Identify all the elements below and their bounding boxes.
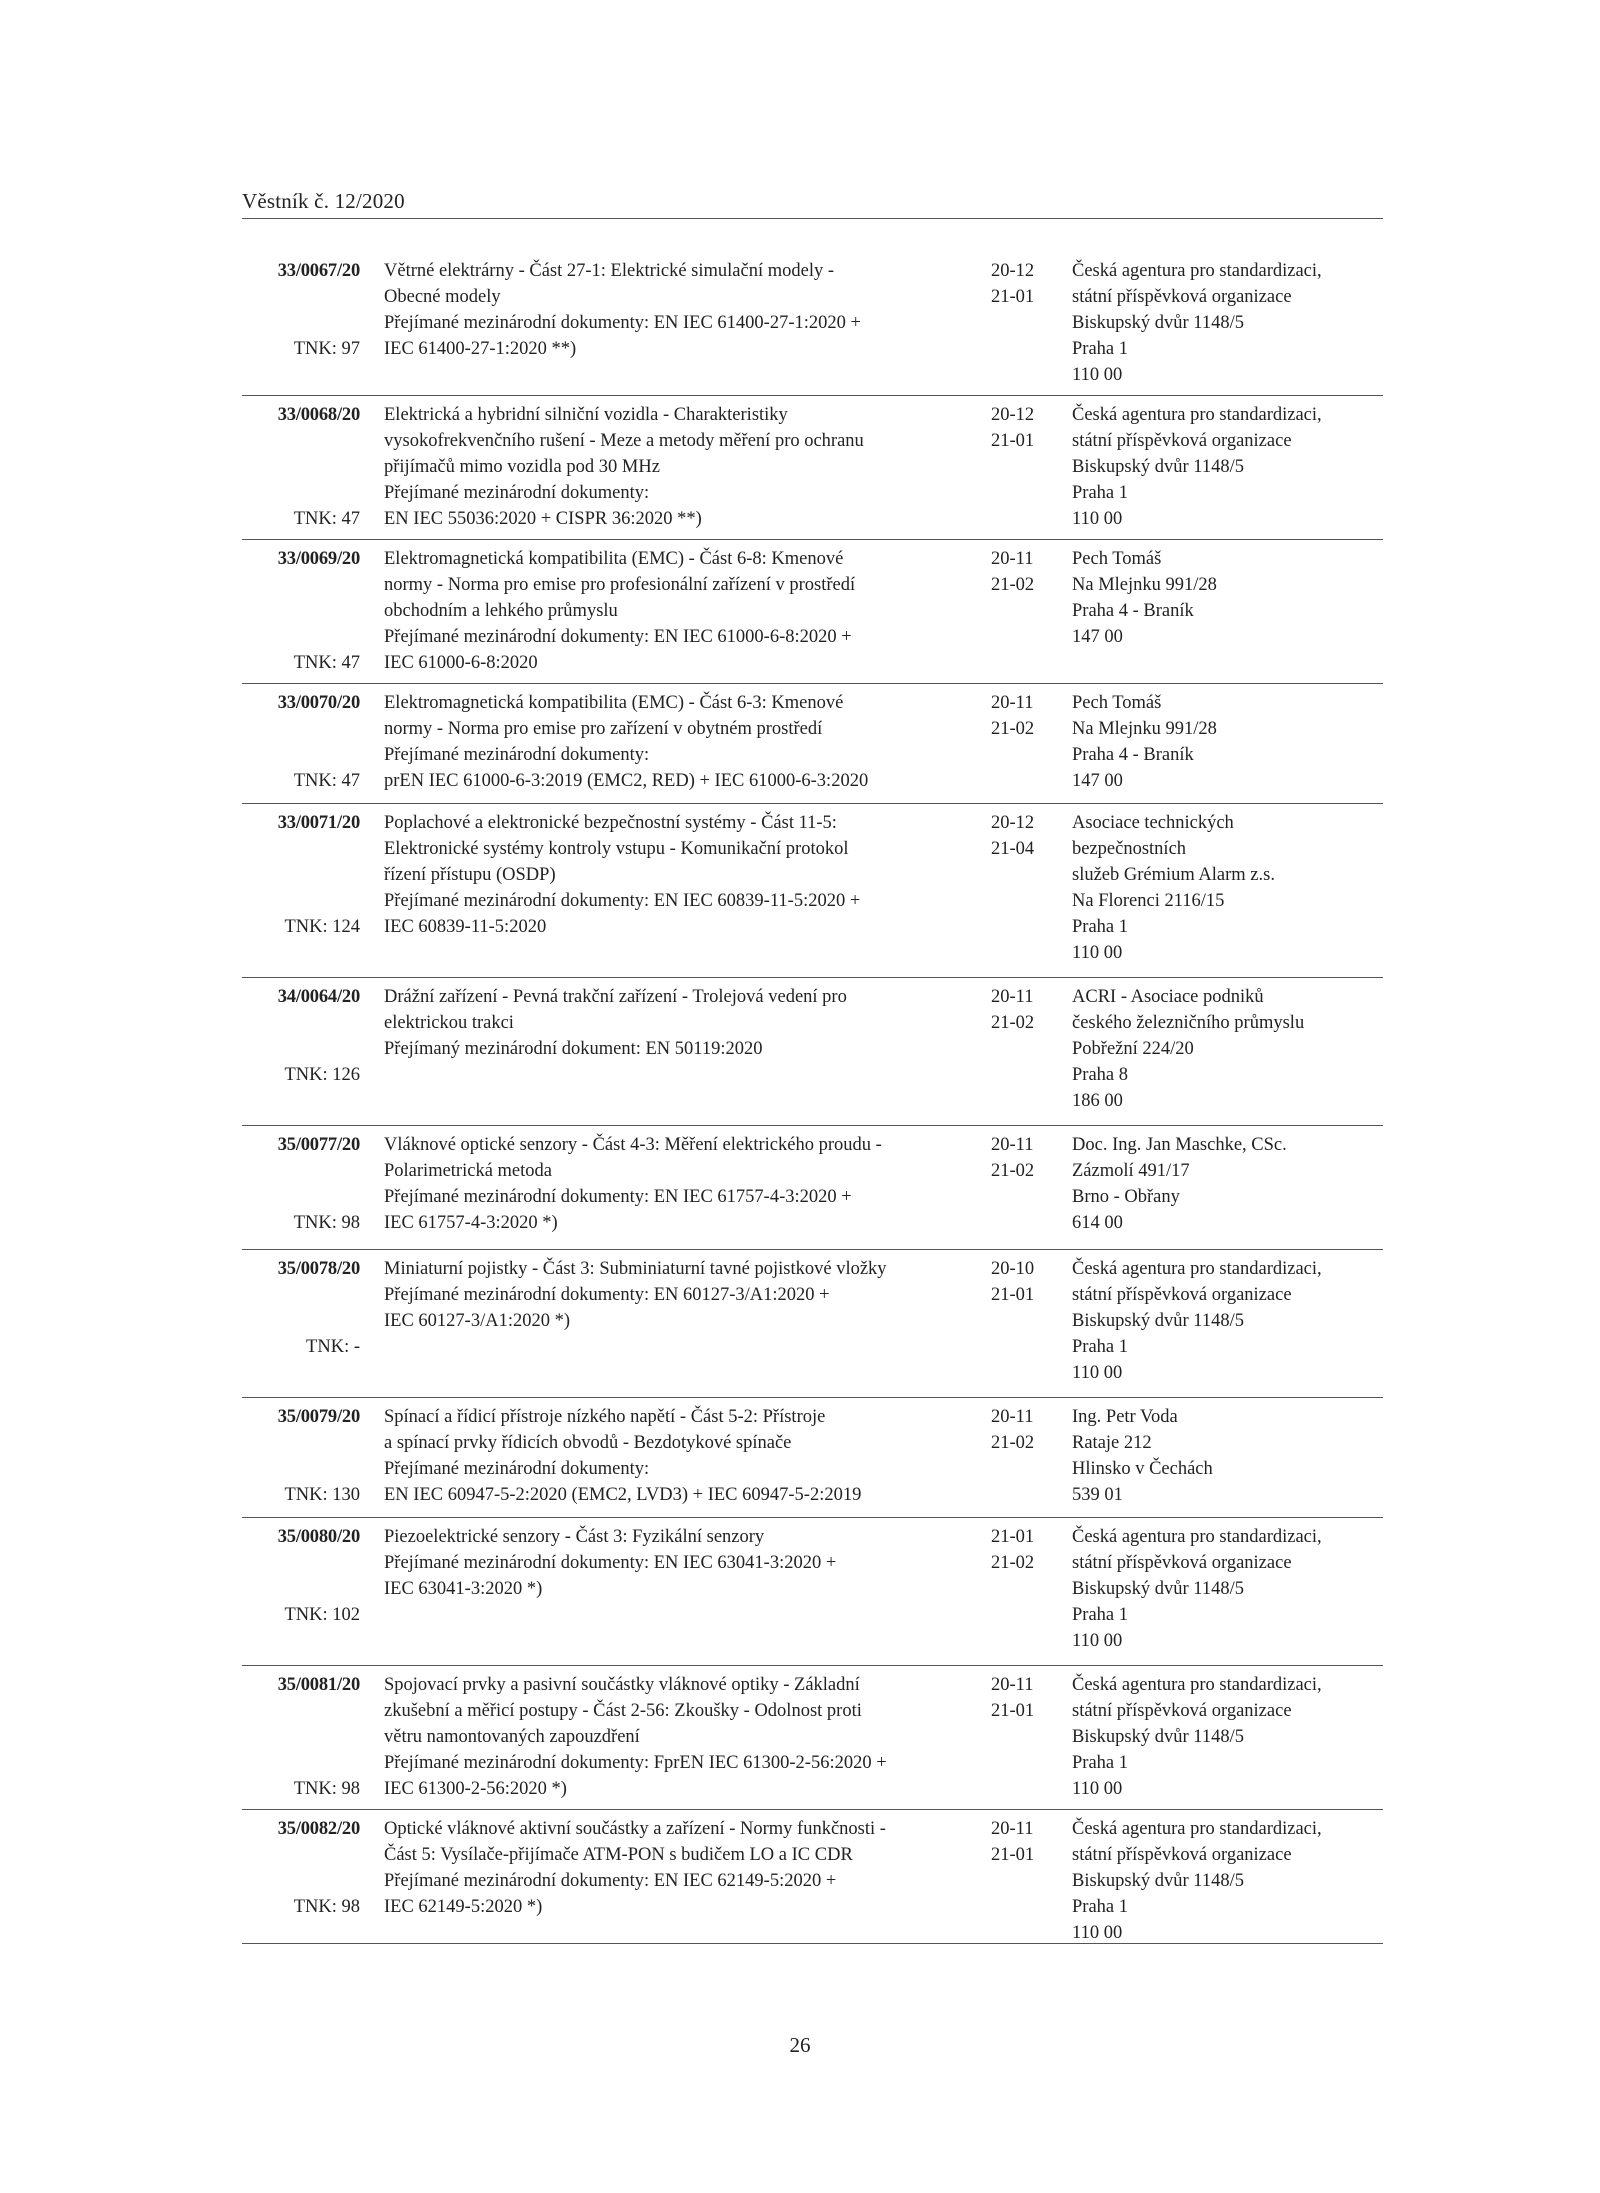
title-line: Elektromagnetická kompatibilita (EMC) - Část 6-8: Kmenové (384, 549, 844, 569)
organization-line: Praha 1 (1072, 1605, 1128, 1625)
organization-line: Praha 1 (1072, 917, 1128, 937)
standard-title-cell (384, 1256, 969, 1334)
organization-line: Praha 1 (1072, 1753, 1128, 1773)
title-line: Přejímané mezinárodní dokumenty: EN IEC 60839-11-5:2020 + (384, 891, 861, 911)
tnk-label: TNK: 102 (284, 1605, 360, 1625)
standard-number: 35/0080/20 (277, 1527, 360, 1547)
organization-line: Hlinsko v Čechách (1072, 1459, 1213, 1479)
date-value: 21-01 (991, 1701, 1035, 1721)
date-value: 20-11 (991, 549, 1034, 569)
organization-line: Česká agentura pro standardizaci, (1072, 1819, 1322, 1839)
organization-line: Pech Tomáš (1072, 693, 1162, 713)
title-line: přijímačů mimo vozidla pod 30 MHz (384, 457, 660, 477)
dates-cell (991, 810, 1051, 862)
date-value: 20-11 (991, 1407, 1034, 1427)
standard-number: 33/0069/20 (277, 549, 360, 569)
title-line: normy - Norma pro emise pro zařízení v obytném prostředí (384, 719, 823, 739)
organization-line: 110 00 (1072, 509, 1123, 529)
standards-table (242, 258, 1383, 1944)
title-line: IEC 60127-3/A1:2020 *) (384, 1311, 571, 1331)
title-line: Přejímané mezinárodní dokumenty: EN IEC 62149-5:2020 + (384, 1871, 837, 1891)
organization-line: Ing. Petr Voda (1072, 1407, 1178, 1427)
organization-line: Biskupský dvůr 1148/5 (1072, 1727, 1244, 1747)
tnk-label: TNK: 130 (284, 1485, 360, 1505)
standard-title-cell (384, 1404, 969, 1508)
organization-line: 186 00 (1072, 1091, 1123, 1111)
title-line: Polarimetrická metoda (384, 1161, 552, 1181)
standard-id-cell (242, 258, 360, 395)
standard-number: 35/0082/20 (277, 1819, 360, 1839)
date-value: 20-11 (991, 693, 1034, 713)
page-header (242, 188, 1383, 219)
title-line: Přejímané mezinárodní dokumenty: EN 60127-3/A1:2020 + (384, 1285, 830, 1305)
title-line: Vláknové optické senzory - Část 4-3: Měření elektrického proudu - (384, 1135, 882, 1155)
dates-cell (991, 1132, 1051, 1184)
title-line: Přejímané mezinárodní dokumenty: (384, 745, 650, 765)
tnk-label: TNK: 98 (293, 1779, 360, 1799)
organization-cell (1072, 546, 1383, 650)
title-line: Větrné elektrárny - Část 27-1: Elektrické simulační modely - (384, 261, 835, 281)
title-line: větru namontovaných zapouzdření (384, 1727, 640, 1747)
table-row (242, 402, 1383, 540)
organization-cell (1072, 1404, 1383, 1508)
organization-line: Česká agentura pro standardizaci, (1072, 1259, 1322, 1279)
standard-id-cell (242, 1816, 360, 1943)
organization-line: Na Mlejnku 991/28 (1072, 575, 1217, 595)
organization-cell (1072, 258, 1383, 388)
organization-line: Biskupský dvůr 1148/5 (1072, 1579, 1244, 1599)
tnk-label: TNK: 97 (293, 339, 360, 359)
standard-number: 33/0068/20 (277, 405, 360, 425)
standard-title-cell (384, 258, 969, 362)
table-row (242, 1404, 1383, 1518)
title-line: zkušební a měřicí postupy - Část 2-56: Zkoušky - Odolnost proti (384, 1701, 862, 1721)
title-line: Přejímané mezinárodní dokumenty: (384, 1459, 650, 1479)
organization-cell (1072, 402, 1383, 532)
organization-line: 110 00 (1072, 1923, 1123, 1943)
standard-id-cell (242, 1524, 360, 1665)
date-value: 20-11 (991, 1675, 1034, 1695)
standard-title-cell (384, 984, 969, 1062)
page-number: 26 (789, 2033, 811, 2057)
standard-id-cell (242, 1672, 360, 1809)
title-line: IEC 61757-4-3:2020 *) (384, 1213, 558, 1233)
tnk-label: TNK: 47 (293, 509, 360, 529)
table-row (242, 1524, 1383, 1666)
organization-line: 539 01 (1072, 1485, 1123, 1505)
organization-line: státní příspěvková organizace (1072, 1701, 1292, 1721)
title-line: Přejímané mezinárodní dokumenty: EN IEC 61000-6-8:2020 + (384, 627, 852, 647)
tnk-label: TNK: 47 (293, 771, 360, 791)
title-line: Přejímané mezinárodní dokumenty: EN IEC 61400-27-1:2020 + (384, 313, 861, 333)
organization-cell (1072, 1524, 1383, 1654)
title-line: elektrickou trakci (384, 1013, 514, 1033)
organization-line: Česká agentura pro standardizaci, (1072, 261, 1322, 281)
organization-line: 147 00 (1072, 771, 1123, 791)
organization-line: 147 00 (1072, 627, 1123, 647)
bulletin-title: Věstník č. 12/2020 (242, 189, 405, 213)
organization-line: Asociace technických (1072, 813, 1234, 833)
title-line: prEN IEC 61000-6-3:2019 (EMC2, RED) + IEC 61000-6-3:2020 (384, 771, 869, 791)
standard-number: 35/0081/20 (277, 1675, 360, 1695)
standard-number: 34/0064/20 (277, 987, 360, 1007)
organization-line: ACRI - Asociace podniků (1072, 987, 1264, 1007)
title-line: Část 5: Vysílače-přijímače ATM-PON s budičem LO a IC CDR (384, 1845, 853, 1865)
title-line: Drážní zařízení - Pevná trakční zařízení - Trolejová vedení pro (384, 987, 847, 1007)
organization-line: Biskupský dvůr 1148/5 (1072, 313, 1244, 333)
organization-line: Praha 1 (1072, 1897, 1128, 1917)
standard-number: 35/0078/20 (277, 1259, 360, 1279)
table-row (242, 1256, 1383, 1398)
title-line: Obecné modely (384, 287, 501, 307)
date-value: 21-01 (991, 431, 1035, 451)
title-line: Přejímané mezinárodní dokumenty: EN IEC 61757-4-3:2020 + (384, 1187, 852, 1207)
title-line: Piezoelektrické senzory - Část 3: Fyzikální senzory (384, 1527, 765, 1547)
title-line: obchodním a lehkého průmyslu (384, 601, 618, 621)
title-line: Přejímané mezinárodní dokumenty: (384, 483, 650, 503)
date-value: 20-12 (991, 813, 1035, 833)
title-line: Miniaturní pojistky - Část 3: Subminiaturní tavné pojistkové vložky (384, 1259, 887, 1279)
date-value: 21-02 (991, 1013, 1035, 1033)
standard-number: 33/0070/20 (277, 693, 360, 713)
organization-line: 614 00 (1072, 1213, 1123, 1233)
organization-line: služeb Grémium Alarm z.s. (1072, 865, 1275, 885)
tnk-label: TNK: 98 (293, 1897, 360, 1917)
organization-line: Biskupský dvůr 1148/5 (1072, 1311, 1244, 1331)
table-row (242, 984, 1383, 1126)
dates-cell (991, 1816, 1051, 1868)
date-value: 21-02 (991, 719, 1035, 739)
organization-line: Praha 4 - Braník (1072, 601, 1194, 621)
tnk-label: TNK: 124 (284, 917, 360, 937)
organization-line: státní příspěvková organizace (1072, 431, 1292, 451)
standard-title-cell (384, 1132, 969, 1236)
organization-line: Praha 4 - Braník (1072, 745, 1194, 765)
standard-id-cell (242, 402, 360, 539)
standard-number: 33/0071/20 (277, 813, 360, 833)
title-line: IEC 61400-27-1:2020 **) (384, 339, 577, 359)
organization-line: Biskupský dvůr 1148/5 (1072, 457, 1244, 477)
table-row (242, 1132, 1383, 1250)
title-line: vysokofrekvenčního rušení - Meze a metody měření pro ochranu (384, 431, 864, 451)
organization-cell (1072, 810, 1383, 966)
title-line: IEC 60839-11-5:2020 (384, 917, 547, 937)
date-value: 21-04 (991, 839, 1035, 859)
organization-line: Rataje 212 (1072, 1433, 1152, 1453)
organization-line: 110 00 (1072, 1779, 1123, 1799)
standard-id-cell (242, 810, 360, 977)
dates-cell (991, 984, 1051, 1036)
organization-line: Zázmolí 491/17 (1072, 1161, 1190, 1181)
date-value: 20-11 (991, 1135, 1034, 1155)
organization-line: Doc. Ing. Jan Maschke, CSc. (1072, 1135, 1287, 1155)
title-line: Elektromagnetická kompatibilita (EMC) - Část 6-3: Kmenové (384, 693, 844, 713)
title-line: řízení přístupu (OSDP) (384, 865, 556, 885)
organization-cell (1072, 690, 1383, 794)
table-row (242, 810, 1383, 978)
organization-line: Česká agentura pro standardizaci, (1072, 405, 1322, 425)
standard-id-cell (242, 546, 360, 683)
title-line: Elektrická a hybridní silniční vozidla - Charakteristiky (384, 405, 788, 425)
title-line: Poplachové a elektronické bezpečnostní systémy - Část 11-5: (384, 813, 837, 833)
standard-title-cell (384, 1672, 969, 1802)
organization-line: Pobřežní 224/20 (1072, 1039, 1194, 1059)
organization-cell (1072, 984, 1383, 1114)
organization-line: státní příspěvková organizace (1072, 287, 1292, 307)
organization-line: Biskupský dvůr 1148/5 (1072, 1871, 1244, 1891)
organization-cell (1072, 1816, 1383, 1946)
organization-line: Praha 1 (1072, 339, 1128, 359)
date-value: 21-01 (991, 287, 1035, 307)
organization-cell (1072, 1672, 1383, 1802)
date-value: 20-11 (991, 1819, 1034, 1839)
standard-id-cell (242, 984, 360, 1125)
organization-cell (1072, 1132, 1383, 1236)
standard-id-cell (242, 1256, 360, 1397)
organization-line: státní příspěvková organizace (1072, 1285, 1292, 1305)
organization-line: 110 00 (1072, 1363, 1123, 1383)
date-value: 21-02 (991, 575, 1035, 595)
dates-cell (991, 546, 1051, 598)
table-row (242, 690, 1383, 804)
standard-number: 35/0077/20 (277, 1135, 360, 1155)
organization-cell (1072, 1256, 1383, 1386)
dates-cell (991, 1672, 1051, 1724)
organization-line: Brno - Obřany (1072, 1187, 1180, 1207)
date-value: 21-02 (991, 1433, 1035, 1453)
title-line: normy - Norma pro emise pro profesionální zařízení v prostředí (384, 575, 856, 595)
table-row (242, 1672, 1383, 1810)
dates-cell (991, 1404, 1051, 1456)
standard-title-cell (384, 690, 969, 794)
organization-line: Praha 8 (1072, 1065, 1128, 1085)
title-line: a spínací prvky řídicích obvodů - Bezdotykové spínače (384, 1433, 792, 1453)
title-line: IEC 61300-2-56:2020 *) (384, 1779, 567, 1799)
standard-title-cell (384, 402, 969, 532)
date-value: 20-10 (991, 1259, 1035, 1279)
dates-cell (991, 690, 1051, 742)
organization-line: Na Florenci 2116/15 (1072, 891, 1225, 911)
organization-line: Pech Tomáš (1072, 549, 1162, 569)
date-value: 20-11 (991, 987, 1034, 1007)
organization-line: Praha 1 (1072, 483, 1128, 503)
date-value: 21-01 (991, 1285, 1035, 1305)
dates-cell (991, 258, 1051, 310)
title-line: Elektronické systémy kontroly vstupu - Komunikační protokol (384, 839, 849, 859)
table-row (242, 258, 1383, 396)
date-value: 21-01 (991, 1845, 1035, 1865)
organization-line: 110 00 (1072, 365, 1123, 385)
title-line: EN IEC 60947-5-2:2020 (EMC2, LVD3) + IEC 60947-5-2:2019 (384, 1485, 862, 1505)
table-row (242, 546, 1383, 684)
dates-cell (991, 1524, 1051, 1576)
organization-line: 110 00 (1072, 943, 1123, 963)
date-value: 21-02 (991, 1161, 1035, 1181)
dates-cell (991, 1256, 1051, 1308)
tnk-label: TNK: 126 (284, 1065, 360, 1085)
title-line: EN IEC 55036:2020 + CISPR 36:2020 **) (384, 509, 702, 529)
organization-line: českého železničního průmyslu (1072, 1013, 1305, 1033)
table-row (242, 1816, 1383, 1944)
standard-id-cell (242, 1132, 360, 1249)
dates-cell (991, 402, 1051, 454)
title-line: Přejímané mezinárodní dokumenty: FprEN IEC 61300-2-56:2020 + (384, 1753, 887, 1773)
title-line: IEC 61000-6-8:2020 (384, 653, 538, 673)
organization-line: Česká agentura pro standardizaci, (1072, 1675, 1322, 1695)
standard-title-cell (384, 1524, 969, 1602)
standard-title-cell (384, 546, 969, 676)
organization-line: Praha 1 (1072, 1337, 1128, 1357)
tnk-label: TNK: 98 (293, 1213, 360, 1233)
title-line: IEC 62149-5:2020 *) (384, 1897, 543, 1917)
organization-line: Na Mlejnku 991/28 (1072, 719, 1217, 739)
tnk-label: TNK: 47 (293, 653, 360, 673)
standard-title-cell (384, 810, 969, 940)
organization-line: 110 00 (1072, 1631, 1123, 1651)
date-value: 21-01 (991, 1527, 1035, 1547)
standard-number: 33/0067/20 (277, 261, 360, 281)
title-line: Optické vláknové aktivní součástky a zařízení - Normy funkčnosti - (384, 1819, 886, 1839)
title-line: Přejímané mezinárodní dokumenty: EN IEC 63041-3:2020 + (384, 1553, 837, 1573)
standard-title-cell (384, 1816, 969, 1920)
title-line: Spojovací prvky a pasivní součástky vláknové optiky - Základní (384, 1675, 860, 1695)
tnk-label: TNK: - (306, 1337, 360, 1357)
organization-line: státní příspěvková organizace (1072, 1845, 1292, 1865)
date-value: 21-02 (991, 1553, 1035, 1573)
date-value: 20-12 (991, 405, 1035, 425)
organization-line: bezpečnostních (1072, 839, 1187, 859)
title-line: IEC 63041-3:2020 *) (384, 1579, 543, 1599)
title-line: Spínací a řídicí přístroje nízkého napětí - Část 5-2: Přístroje (384, 1407, 826, 1427)
standard-id-cell (242, 1404, 360, 1517)
standard-id-cell (242, 690, 360, 803)
organization-line: Česká agentura pro standardizaci, (1072, 1527, 1322, 1547)
standard-number: 35/0079/20 (277, 1407, 360, 1427)
organization-line: státní příspěvková organizace (1072, 1553, 1292, 1573)
date-value: 20-12 (991, 261, 1035, 281)
title-line: Přejímaný mezinárodní dokument: EN 50119:2020 (384, 1039, 763, 1059)
